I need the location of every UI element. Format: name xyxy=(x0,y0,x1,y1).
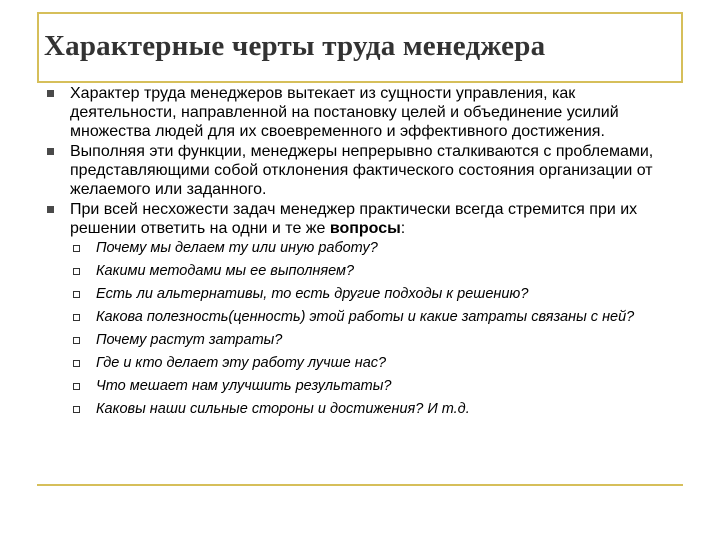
question-text: Почему растут затраты? xyxy=(96,332,283,348)
question-text: Какова полезность(ценность) этой работы и какие затраты связаны с ней? xyxy=(96,309,635,325)
slide-body xyxy=(44,84,674,423)
hollow-square-bullet-icon xyxy=(73,337,80,344)
bullet-item xyxy=(44,84,674,141)
keyword-questions: вопросы xyxy=(329,220,401,237)
question-text: Каковы наши сильные стороны и достижения? И т.д. xyxy=(96,401,470,417)
question-item xyxy=(44,331,674,349)
square-bullet-icon xyxy=(47,90,54,97)
title-underline xyxy=(37,81,683,83)
question-text: Есть ли альтернативы, то есть другие подходы к решению? xyxy=(96,286,529,302)
question-text: Где и кто делает эту работу лучше нас? xyxy=(96,355,387,371)
bullet-item xyxy=(44,142,674,199)
question-item xyxy=(44,285,674,303)
bullet-text-end: : xyxy=(400,220,406,237)
bullet-text: Характер труда менеджеров вытекает из сущности управления, как деятельности, направленной на постановку целей и объединение усилий множества людей для их своевременного и эффективного достижения. xyxy=(70,85,619,140)
question-item xyxy=(44,377,674,395)
question-item xyxy=(44,354,674,372)
question-item xyxy=(44,400,674,418)
hollow-square-bullet-icon xyxy=(73,291,80,298)
question-text: Что мешает нам улучшить результаты? xyxy=(96,378,392,394)
square-bullet-icon xyxy=(47,148,54,155)
hollow-square-bullet-icon xyxy=(73,406,80,413)
question-item xyxy=(44,239,674,257)
question-text: Какими методами мы ее выполняем? xyxy=(96,263,355,279)
hollow-square-bullet-icon xyxy=(73,360,80,367)
footer-rule xyxy=(37,484,683,486)
bullet-item xyxy=(44,200,674,238)
hollow-square-bullet-icon xyxy=(73,383,80,390)
square-bullet-icon xyxy=(47,206,54,213)
question-item xyxy=(44,262,674,280)
question-text: Почему мы делаем ту или иную работу? xyxy=(96,240,378,256)
question-item xyxy=(44,308,674,326)
hollow-square-bullet-icon xyxy=(73,245,80,252)
hollow-square-bullet-icon xyxy=(73,268,80,275)
bullet-text: Выполняя эти функции, менеджеры непрерывно сталкиваются с проблемами, представляющими собой отклонения фактического состояния организации от желаемого или заданного. xyxy=(70,143,654,198)
slide-title: Характерные черты труда менеджера xyxy=(44,30,546,62)
question-list xyxy=(44,239,674,418)
hollow-square-bullet-icon xyxy=(73,314,80,321)
bullet-text: При всей несхожести задач менеджер практически всегда стремится при их решении ответить на одни и те же xyxy=(70,201,638,237)
